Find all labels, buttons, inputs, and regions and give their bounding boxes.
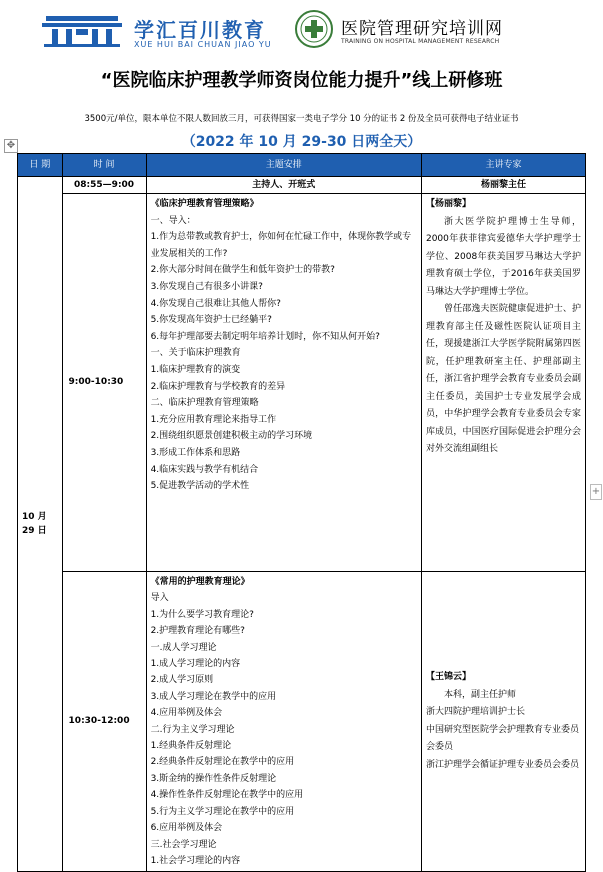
- topic-line: 3.成人学习理论在教学中的应用: [150, 691, 277, 702]
- topic-line: 1.社会学习理论的内容: [150, 855, 241, 866]
- topic-line: 一、关于临床护理教育: [150, 348, 241, 359]
- topic-line: 5.你发现高年资护士已经躺平?: [150, 315, 272, 326]
- topic-line: 2.成人学习原则: [150, 675, 214, 686]
- logo-hospital-training: [295, 10, 575, 52]
- session-1-time: 9:00-10:30: [62, 194, 146, 572]
- opening-topic: 主持人、开班式: [146, 177, 421, 194]
- expert-bio: 曾任邵逸夫医院健康促进护士、护理教育部主任及磁性医院认证项目主任，现援建浙江大学医学院附属第四医院，任护理教研室主任、护理部副主任，浙江省护理学会教育专业委员会副主任委员，美国护士专业发展学会成员，中华护理学会教育专业委员会专家库成员，中国医疗国际促进会护理分会对外交流组副组长: [425, 304, 581, 454]
- topic-line: 4.临床实践与教学有机结合: [150, 464, 259, 475]
- topic-line: 3.你发现自己有很多小讲课?: [150, 281, 263, 292]
- logo-left-name: 学汇百川教育: [134, 18, 266, 42]
- topic-line: 《常用的护理教育理论》: [150, 577, 250, 587]
- expert-bio: 浙大四院护理培训护士长: [425, 707, 525, 718]
- hospital-seal-icon: [295, 10, 333, 48]
- topic-line: 二、临床护理教育管理策略: [150, 398, 259, 409]
- table-header-row: [18, 154, 586, 177]
- logo-xuehui: [42, 14, 282, 50]
- topic-line: 2.护理教育理论有哪些?: [150, 626, 245, 637]
- expert-name: 【杨丽黎】: [425, 199, 471, 209]
- schedule-table: [17, 153, 586, 872]
- topic-line: 6.每年护理部要去制定明年培养计划时，你不知从何开始?: [150, 331, 380, 342]
- topic-line: 1.经典条件反射理论: [150, 741, 232, 752]
- date-cell: 10 月 29 日: [18, 177, 63, 872]
- header-time: 时 间: [62, 154, 146, 177]
- topic-line: 3.斯金纳的操作性条件反射理论: [150, 773, 277, 784]
- topic-line: 4.操作性条件反射理论在教学中的应用: [150, 790, 304, 801]
- session-2-topic: [146, 572, 421, 872]
- page-title: “医院临床护理教学师资岗位能力提升”线上研修班: [100, 70, 503, 91]
- header-topic: 主题安排: [146, 154, 421, 177]
- table-move-handle-icon[interactable]: ✥: [4, 139, 18, 153]
- session-2-time: 10:30-12:00: [62, 572, 146, 872]
- topic-line: 三.社会学习理论: [150, 839, 217, 850]
- topic-line: 2.经典条件反射理论在教学中的应用: [150, 757, 295, 768]
- opening-time: 08:55—9:00: [62, 177, 146, 194]
- topic-line: 1.为什么要学习教育理论?: [150, 609, 254, 620]
- topic-line: 一、导入：: [150, 215, 196, 226]
- topic-line: 1.作为总带教或教育护士，你如何在忙碌工作中，体现你教学或专业发展相关的工作?: [150, 232, 412, 259]
- table-row-opening: [18, 177, 586, 194]
- topic-line: 1.临床护理教育的演变: [150, 364, 241, 375]
- topic-line: 2.你大部分时间在做学生和低年资护士的带教?: [150, 265, 335, 276]
- session-2-expert: [421, 572, 585, 872]
- topic-line: 6.应用举例及体会: [150, 823, 223, 834]
- expert-bio: 浙大医学院护理博士生导师，2000年获菲律宾爱德华大学护理学士学位、2008年获美国罗马琳达大学护理教育硕士学位，于2016年获美国罗马琳达大学护理博士学位。: [425, 216, 581, 297]
- topic-line: 1.充分应用教育理论来指导工作: [150, 414, 277, 425]
- topic-line: 5.促进教学活动的学术性: [150, 481, 250, 492]
- topic-line: 4.你发现自己很难让其他人帮你?: [150, 298, 281, 309]
- topic-line: 1.成人学习理论的内容: [150, 659, 241, 670]
- topic-line: 2.临床护理教育与学校教育的差异: [150, 381, 286, 392]
- topic-line: 一.成人学习理论: [150, 642, 217, 653]
- expert-bio: 中国研究型医院学会护理教育专业委员会委员: [425, 724, 579, 753]
- session-1-topic: [146, 194, 421, 572]
- xuehui-logo-icon: [42, 14, 122, 48]
- add-column-icon[interactable]: +: [590, 484, 602, 500]
- topic-line: 2.围绕组织愿景创建积极主动的学习环境: [150, 431, 313, 442]
- header-date: 日 期: [18, 154, 63, 177]
- topic-line: 5.行为主义学习理论在教学中的应用: [150, 806, 295, 817]
- logo-left-pinyin: XUE HUI BAI CHUAN JIAO YU: [134, 40, 272, 49]
- session-1-expert: [421, 194, 585, 572]
- logo-right-name: 医院管理研究培训网: [341, 19, 503, 39]
- header-expert: 主讲专家: [421, 154, 585, 177]
- table-row-session-1: [18, 194, 586, 572]
- expert-name: 【王锦云】: [425, 672, 471, 683]
- date-line: （2022 年 10 月 29-30 日两全天）: [181, 134, 422, 150]
- expert-bio: 浙江护理学会循证护理专业委员会委员: [425, 759, 579, 770]
- topic-line: 4.应用举例及体会: [150, 708, 223, 719]
- expert-bio: 本科，副主任护师: [443, 689, 516, 700]
- opening-expert: 杨丽黎主任: [421, 177, 585, 194]
- logo-right-english: TRAINING ON HOSPITAL MANAGEMENT RESEARCH: [341, 38, 500, 45]
- fee-note: 3500元/单位，限本单位不限人数回放三月，可获得国家一类电子学分 10 分的证书 2 份及全员可获得电子结业证书: [84, 114, 519, 124]
- table-row-session-2: [18, 572, 586, 872]
- topic-line: 二.行为主义学习理论: [150, 724, 235, 735]
- topic-line: 《临床护理教育管理策略》: [150, 199, 259, 209]
- topic-line: 导入: [150, 593, 169, 604]
- topic-line: 3.形成工作体系和思路: [150, 447, 241, 458]
